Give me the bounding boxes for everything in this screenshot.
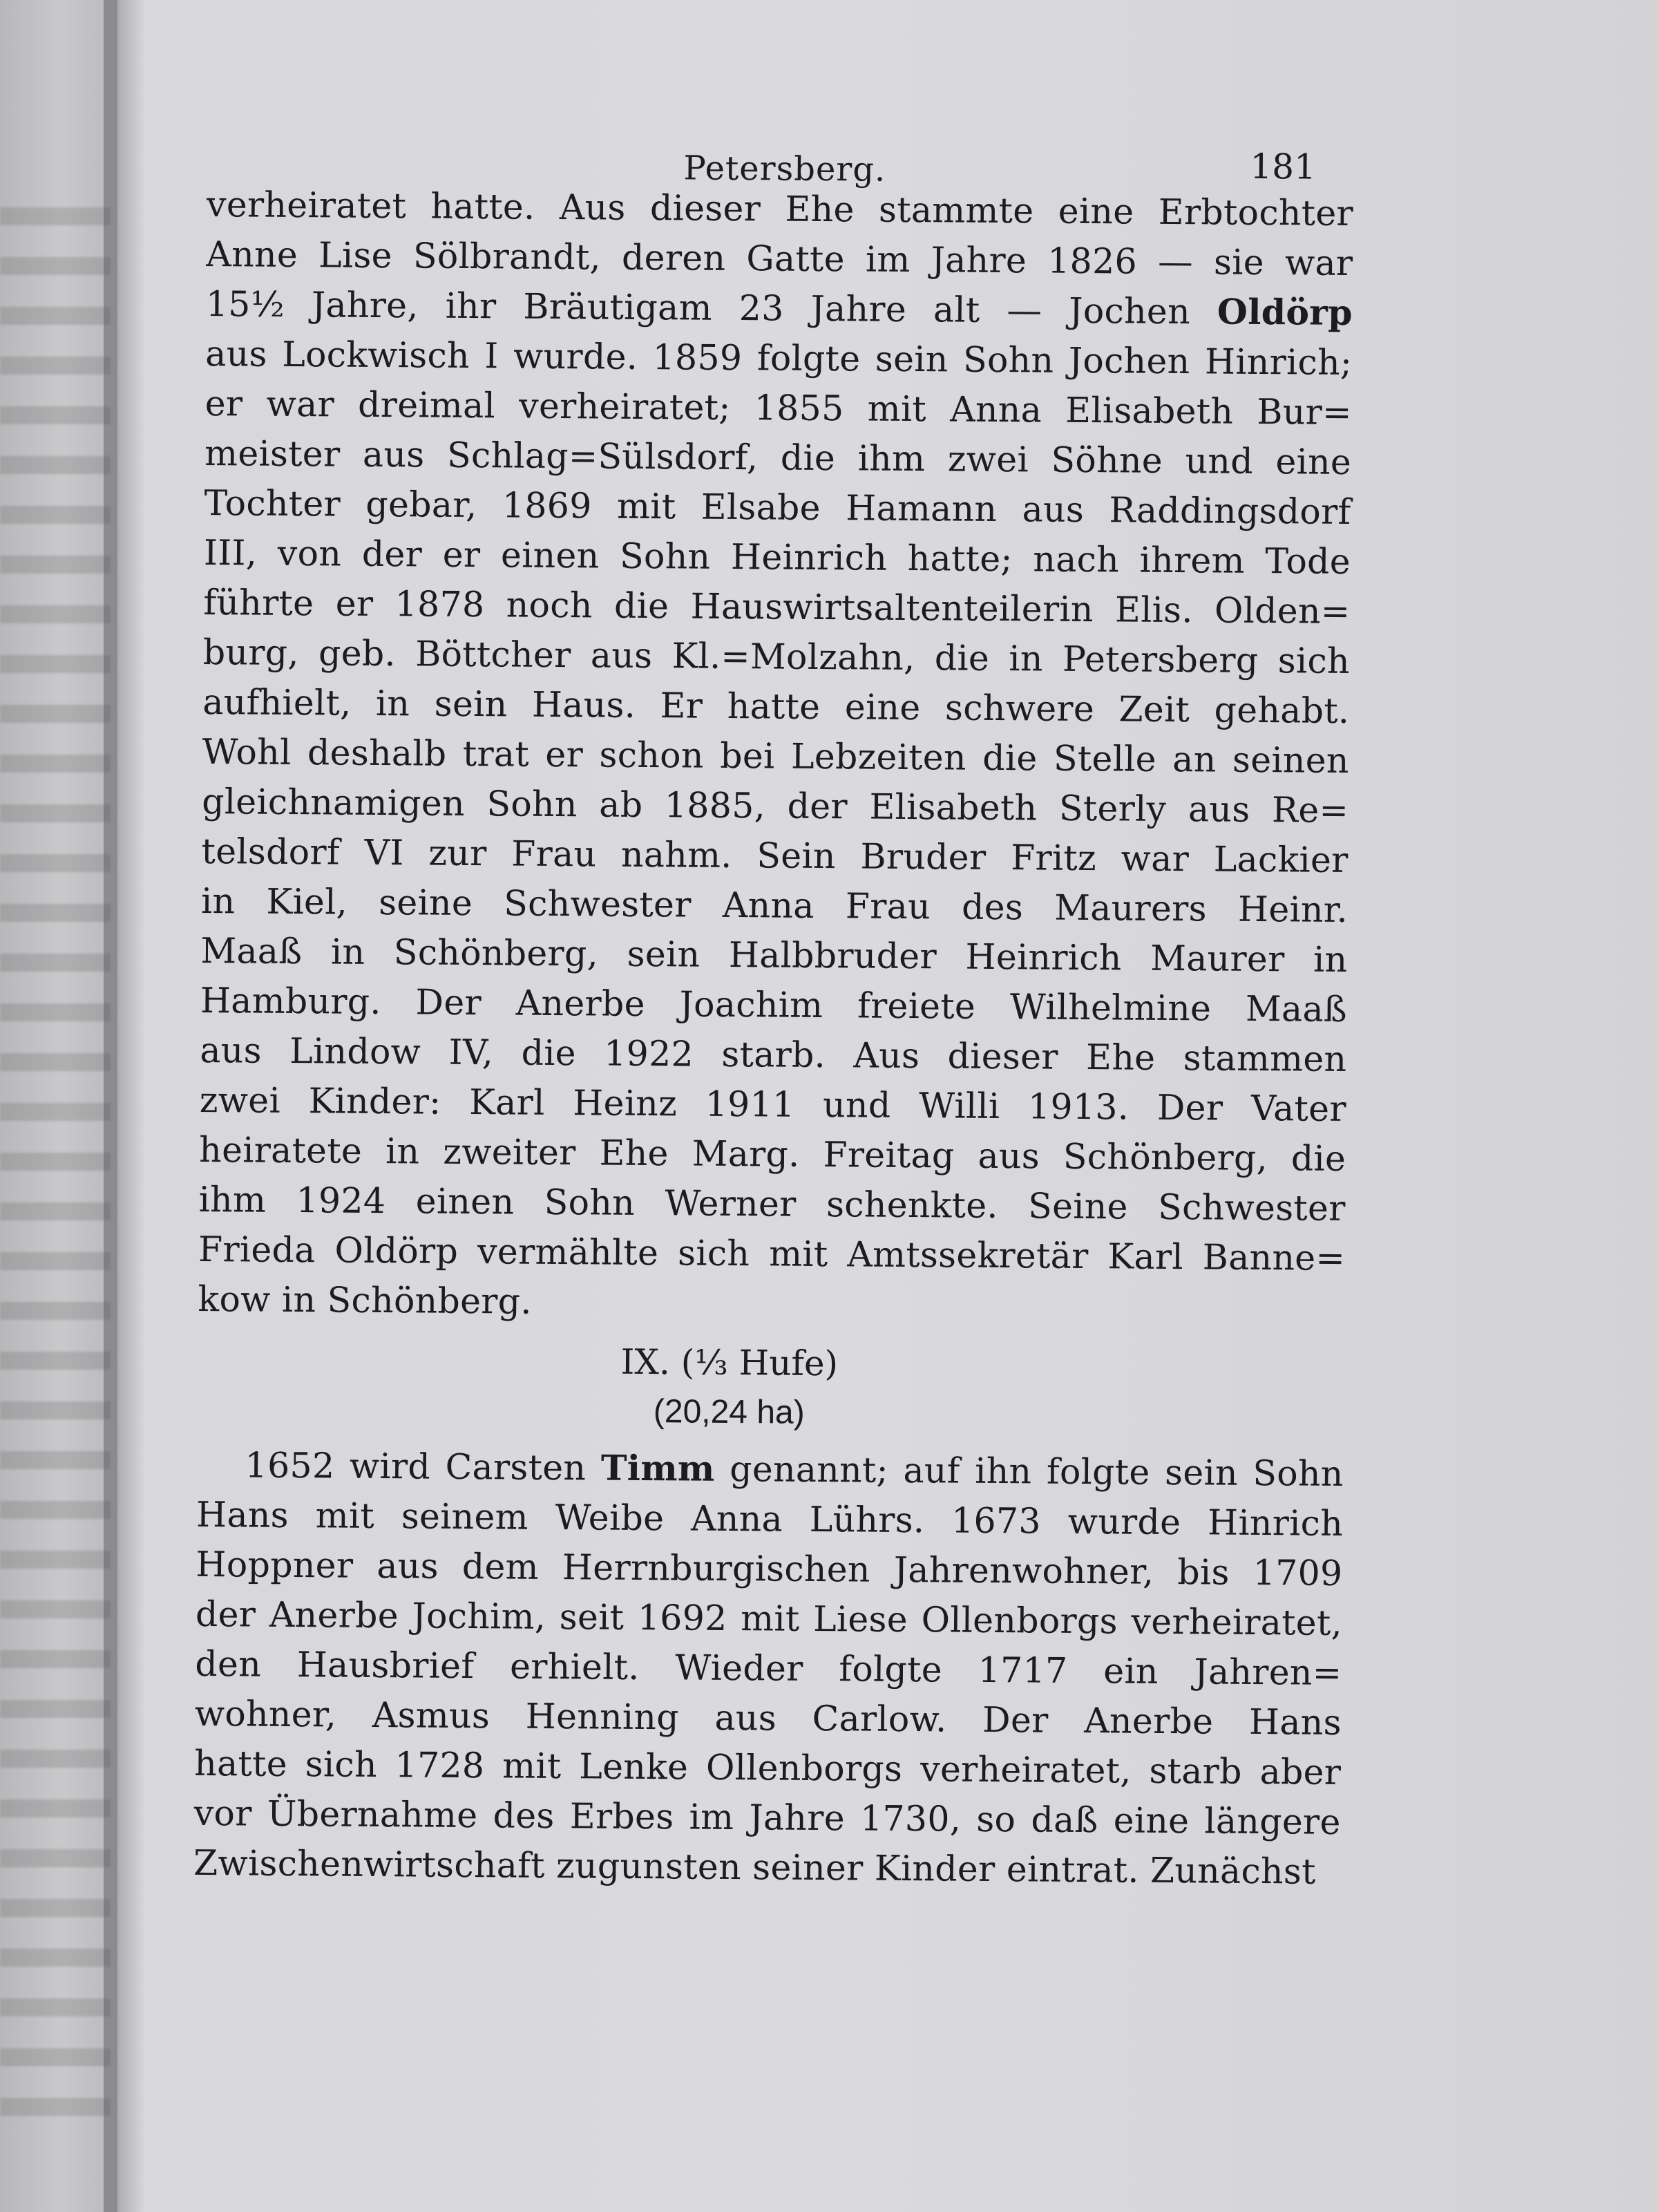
text-line: aufhielt, in sein Haus. Er hatte eine schwere Zeit gehabt. xyxy=(202,681,1350,732)
text-line: gleichnamigen Sohn ab 1885, der Elisabeth Sterly aus Re= xyxy=(201,780,1349,831)
text-line: zwei Kinder: Karl Heinz 1911 und Willi 1913. Der Vater xyxy=(199,1079,1347,1129)
bold-name: Oldörp xyxy=(1217,291,1353,334)
text-line: 15½ Jahre, ihr Bräutigam 23 Jahre alt — Jochen Oldörp xyxy=(205,283,1353,334)
book-page xyxy=(193,117,1354,1897)
text-line: Hamburg. Der Anerbe Joachim freiete Wilhelmine Maaß xyxy=(200,979,1348,1030)
text-line: wohner, Asmus Henning aus Carlow. Der Anerbe Hans xyxy=(194,1692,1342,1743)
text-line: Hoppner aus dem Herrnburgischen Jahrenwohner, bis 1709 xyxy=(196,1543,1343,1594)
text-line: Frieda Oldörp vermählte sich mit Amtssekretär Karl Banne= xyxy=(198,1228,1346,1278)
text-line: telsdorf VI zur Frau nahm. Sein Bruder Fritz war Lackier xyxy=(201,830,1349,881)
text-line: Wohl deshalb trat er schon bei Lebzeiten die Stelle an seinen xyxy=(202,730,1349,782)
book-gutter-shadow xyxy=(104,0,145,2212)
paragraph-2 xyxy=(193,1440,1344,1897)
text-line: 1652 wird Carsten Timm genannt; auf ihn folgte sein Sohn xyxy=(245,1444,1344,1494)
running-title: Petersberg. xyxy=(683,149,886,189)
text-line: führte er 1878 noch die Hauswirtsaltenteilerin Elis. Olden= xyxy=(203,581,1351,632)
section-heading: IX. (⅓ Hufe) xyxy=(620,1341,839,1384)
text-line: burg, geb. Böttcher aus Kl.=Molzahn, die in Petersberg sich xyxy=(202,631,1351,682)
text-line: aus Lockwisch I wurde. 1859 folgte sein Sohn Jochen Hinrich; xyxy=(205,332,1353,384)
text-line: meister aus Schlag=Sülsdorf, die ihm zwei Söhne und eine xyxy=(204,432,1352,483)
text-line: Maaß in Schönberg, sein Halbbruder Heinrich Maurer in xyxy=(200,929,1348,980)
text-line: er war dreimal verheiratet; 1855 mit Anna Elisabeth Bur= xyxy=(204,382,1352,433)
facing-page-edge xyxy=(0,0,117,2212)
bold-name: Timm xyxy=(600,1447,715,1489)
page-number: 181 xyxy=(1250,146,1317,187)
paragraph-1 xyxy=(198,180,1353,1333)
text-line: Anne Lise Sölbrandt, deren Gatte im Jahre 1826 — sie war xyxy=(206,233,1353,284)
text-line: vor Übernahme des Erbes im Jahre 1730, so daß eine längere xyxy=(193,1792,1341,1842)
facing-page-text-blur xyxy=(0,207,111,2142)
text-line: kow in Schönberg. xyxy=(198,1278,532,1322)
text-line: Hans mit seinem Weibe Anna Lührs. 1673 wurde Hinrich xyxy=(196,1493,1344,1544)
text-line: Zwischenwirtschaft zugunsten seiner Kinder eintrat. Zunächst xyxy=(193,1842,1316,1892)
running-head xyxy=(207,117,1354,189)
text-line: der Anerbe Jochim, seit 1692 mit Liese Ollenborgs verheiratet, xyxy=(195,1593,1343,1643)
text-line: hatte sich 1728 mit Lenke Ollenborgs verheiratet, starb aber xyxy=(194,1742,1342,1793)
text-line: Tochter gebar, 1869 mit Elsabe Hamann aus Raddingsdorf xyxy=(204,482,1351,533)
text-line: heiratete in zweiter Ehe Marg. Freitag aus Schönberg, die xyxy=(199,1128,1346,1179)
text-line: III, von der er einen Sohn Heinrich hatte; nach ihrem Tode xyxy=(203,531,1351,583)
text-line: verheiratet hatte. Aus dieser Ehe stammte eine Erbtochter xyxy=(206,183,1354,234)
section-area: (20,24 ha) xyxy=(653,1393,805,1431)
text-line: ihm 1924 einen Sohn Werner schenkte. Seine Schwester xyxy=(198,1178,1346,1229)
text-line: aus Lindow IV, die 1922 starb. Aus dieser Ehe stammen xyxy=(200,1029,1347,1079)
text-line: den Hausbrief erhielt. Wieder folgte 1717 ein Jahren= xyxy=(195,1643,1342,1693)
text-line: in Kiel, seine Schwester Anna Frau des Maurers Heinr. xyxy=(200,880,1349,931)
